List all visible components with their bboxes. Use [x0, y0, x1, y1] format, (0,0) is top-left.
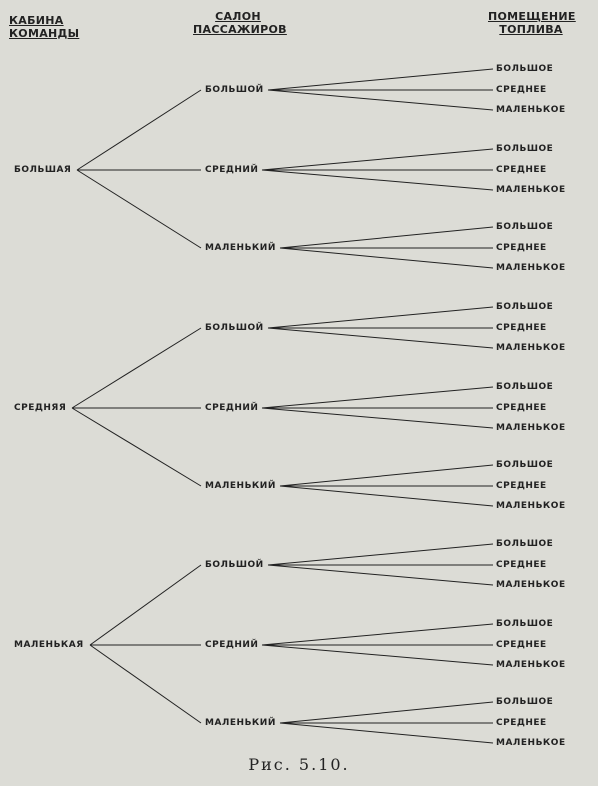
- header-fuel-compartment: [488, 10, 574, 36]
- branch-line: [77, 170, 201, 248]
- branch-line: [90, 645, 201, 723]
- fuel-compartment-option: МАЛЕНЬКОЕ: [496, 423, 566, 433]
- fuel-compartment-option: БОЛЬШОЕ: [496, 619, 554, 629]
- leaf-line: [262, 387, 493, 408]
- header-crew-cabin-line1: КАБИНА: [9, 14, 64, 27]
- leaf-line: [262, 149, 493, 170]
- leaf-line: [262, 645, 493, 665]
- header-passenger-cabin: [193, 10, 287, 36]
- fuel-compartment-option: МАЛЕНЬКОЕ: [496, 263, 566, 273]
- fuel-compartment-option: МАЛЕНЬКОЕ: [496, 105, 566, 115]
- fuel-compartment-option: МАЛЕНЬКОЕ: [496, 738, 566, 748]
- passenger-cabin-option: СРЕДНИЙ: [205, 640, 259, 650]
- branch-line: [72, 408, 201, 486]
- fuel-compartment-option: МАЛЕНЬКОЕ: [496, 501, 566, 511]
- branch-line: [72, 328, 201, 408]
- header-fuel-compartment-line1: ПОМЕЩЕНИЕ: [488, 10, 576, 23]
- passenger-cabin-option: СРЕДНИЙ: [205, 165, 259, 175]
- crew-cabin-option: МАЛЕНЬКАЯ: [14, 640, 84, 650]
- fuel-compartment-option: БОЛЬШОЕ: [496, 144, 554, 154]
- leaf-line: [268, 544, 493, 565]
- fuel-compartment-option: МАЛЕНЬКОЕ: [496, 185, 566, 195]
- crew-cabin-option: БОЛЬШАЯ: [14, 165, 72, 175]
- branch-line: [90, 565, 201, 645]
- passenger-cabin-option: МАЛЕНЬКИЙ: [205, 481, 276, 491]
- fuel-compartment-option: СРЕДНЕЕ: [496, 243, 547, 253]
- branch-line: [77, 90, 201, 170]
- leaf-line: [280, 248, 493, 268]
- fuel-compartment-option: СРЕДНЕЕ: [496, 323, 547, 333]
- fuel-compartment-option: МАЛЕНЬКОЕ: [496, 660, 566, 670]
- fuel-compartment-option: СРЕДНЕЕ: [496, 560, 547, 570]
- fuel-compartment-option: МАЛЕНЬКОЕ: [496, 343, 566, 353]
- leaf-line: [280, 723, 493, 743]
- fuel-compartment-option: СРЕДНЕЕ: [496, 718, 547, 728]
- leaf-line: [280, 465, 493, 486]
- fuel-compartment-option: БОЛЬШОЕ: [496, 222, 554, 232]
- fuel-compartment-option: МАЛЕНЬКОЕ: [496, 580, 566, 590]
- fuel-compartment-option: БОЛЬШОЕ: [496, 64, 554, 74]
- fuel-compartment-option: БОЛЬШОЕ: [496, 460, 554, 470]
- passenger-cabin-option: БОЛЬШОЙ: [205, 85, 264, 95]
- header-fuel-compartment-line2: ТОПЛИВА: [499, 23, 563, 36]
- leaf-line: [268, 328, 493, 348]
- fuel-compartment-option: БОЛЬШОЕ: [496, 382, 554, 392]
- header-crew-cabin: [9, 14, 79, 40]
- fuel-compartment-option: СРЕДНЕЕ: [496, 481, 547, 491]
- leaf-line: [268, 69, 493, 90]
- passenger-cabin-option: СРЕДНИЙ: [205, 403, 259, 413]
- leaf-line: [280, 702, 493, 723]
- leaf-line: [262, 408, 493, 428]
- leaf-line: [280, 486, 493, 506]
- passenger-cabin-option: БОЛЬШОЙ: [205, 560, 264, 570]
- header-passenger-cabin-line1: САЛОН: [215, 10, 261, 23]
- leaf-line: [268, 90, 493, 110]
- fuel-compartment-option: БОЛЬШОЕ: [496, 697, 554, 707]
- leaf-line: [268, 565, 493, 585]
- leaf-line: [262, 170, 493, 190]
- passenger-cabin-option: МАЛЕНЬКИЙ: [205, 243, 276, 253]
- fuel-compartment-option: СРЕДНЕЕ: [496, 403, 547, 413]
- crew-cabin-option: СРЕДНЯЯ: [14, 403, 67, 413]
- leaf-line: [262, 624, 493, 645]
- fuel-compartment-option: СРЕДНЕЕ: [496, 165, 547, 175]
- figure-caption: Рис. 5.10.: [248, 755, 350, 774]
- fuel-compartment-option: БОЛЬШОЕ: [496, 302, 554, 312]
- passenger-cabin-option: МАЛЕНЬКИЙ: [205, 718, 276, 728]
- leaf-line: [268, 307, 493, 328]
- fuel-compartment-option: СРЕДНЕЕ: [496, 640, 547, 650]
- fuel-compartment-option: СРЕДНЕЕ: [496, 85, 547, 95]
- header-passenger-cabin-line2: ПАССАЖИРОВ: [193, 23, 287, 36]
- fuel-compartment-option: БОЛЬШОЕ: [496, 539, 554, 549]
- passenger-cabin-option: БОЛЬШОЙ: [205, 323, 264, 333]
- header-crew-cabin-line2: КОМАНДЫ: [9, 27, 80, 40]
- leaf-line: [280, 227, 493, 248]
